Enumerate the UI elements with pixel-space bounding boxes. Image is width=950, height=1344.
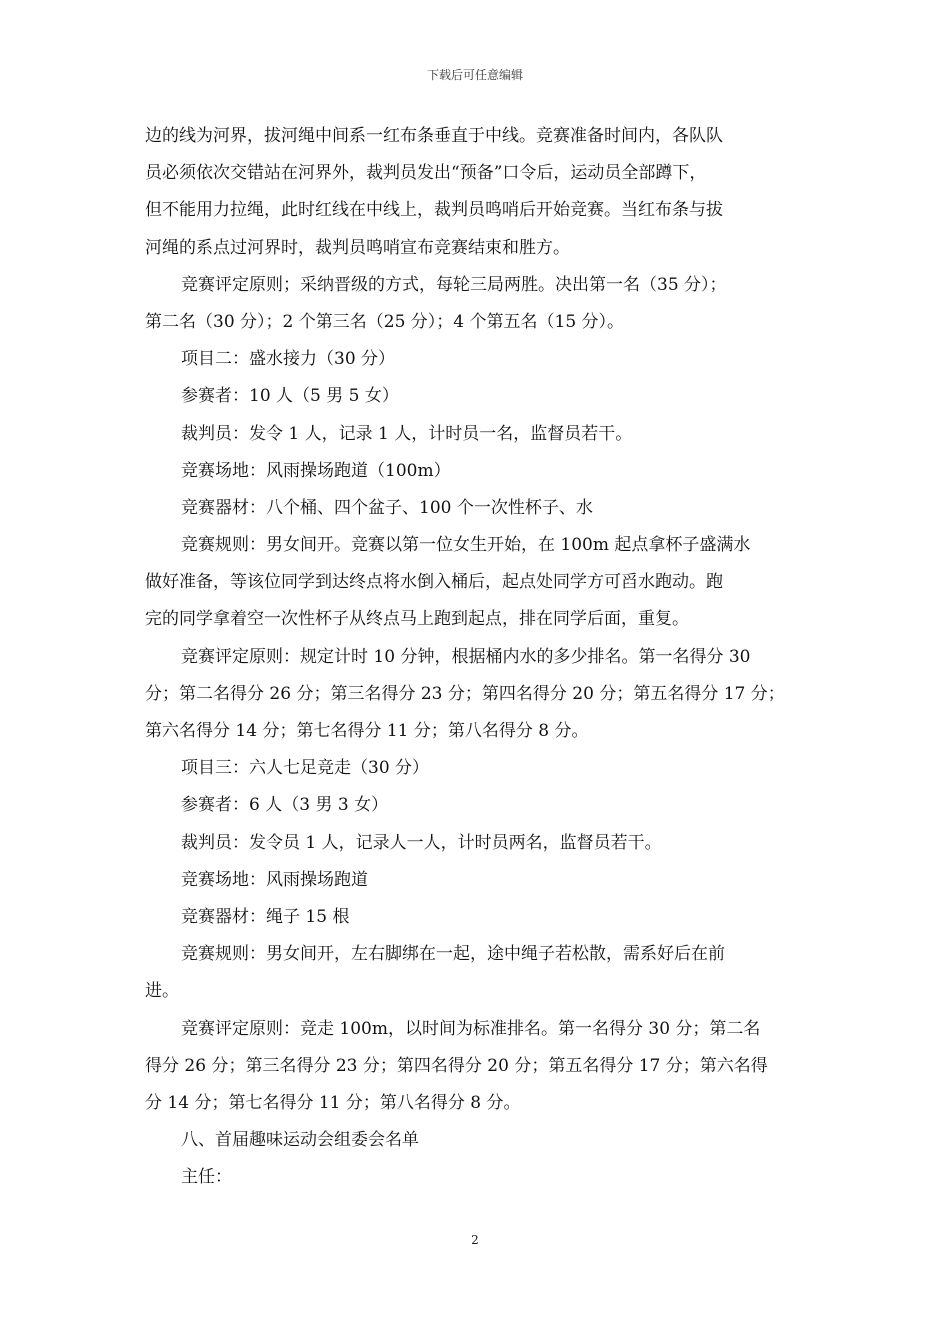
document-body	[145, 118, 815, 1196]
text-line: 主任：	[181, 1167, 232, 1188]
section-heading: 八、首届趣味运动会组委会名单	[181, 1130, 419, 1151]
page-number: 2	[471, 1233, 479, 1247]
section-heading: 项目三：六人七足竞走（30 分）	[181, 758, 430, 779]
text-line: 竞赛评定原则：规定计时 10 分钟，根据桶内水的多少排名。第一名得分 30	[181, 646, 751, 667]
text-line: 但不能用力拉绳，此时红线在中线上，裁判员鸣哨后开始竞赛。当红布条与拔	[145, 200, 723, 221]
text-line: 竞赛规则：男女间开。竞赛以第一位女生开始，在 100m 起点拿杯子盛满水	[181, 535, 751, 556]
text-line: 第二名（30 分）；2 个第三名（25 分）；4 个第五名（15 分）。	[145, 311, 625, 332]
text-line: 裁判员：发令 1 人，记录 1 人，计时员一名，监督员若干。	[181, 423, 633, 444]
text-line: 进。	[145, 981, 179, 1002]
text-line: 第六名得分 14 分；第七名得分 11 分；第八名得分 8 分。	[145, 721, 589, 741]
text-line: 分 14 分；第七名得分 11 分；第八名得分 8 分。	[145, 1092, 521, 1113]
text-line: 竞赛器材：八个桶、四个盆子、100 个一次性杯子、水	[181, 497, 593, 518]
text-line: 竞赛场地：风雨操场跑道	[181, 869, 368, 890]
text-line: 竞赛评定原则：竞走 100m，以时间为标准排名。第一名得分 30 分；第二名	[181, 1018, 761, 1039]
text-line: 参赛者：6 人（3 男 3 女）	[181, 795, 389, 816]
text-line: 竞赛器材：绳子 15 根	[181, 906, 350, 927]
text-line: 竞赛规则：男女间开，左右脚绑在一起，途中绳子若松散，需系好后在前	[181, 944, 725, 965]
text-line: 竞赛评定原则；采纳晋级的方式，每轮三局两胜。决出第一名（35 分）；	[181, 274, 727, 295]
text-line: 边的线为河界，拔河绳中间系一红布条垂直于中线。竞赛准备时间内，各队队	[145, 126, 723, 146]
text-line: 完的同学拿着空一次性杯子从终点马上跑到起点，排在同学后面，重复。	[145, 609, 689, 630]
text-line: 竞赛场地：风雨操场跑道（100m）	[181, 460, 451, 481]
section-heading: 项目二：盛水接力（30 分）	[181, 349, 396, 370]
text-line: 河绳的系点过河界时，裁判员鸣哨宣布竞赛结束和胜方。	[145, 237, 570, 258]
text-line: 分；第二名得分 26 分；第三名得分 23 分；第四名得分 20 分；第五名得分 17 分；	[145, 683, 785, 704]
page-header: 下载后可任意编辑	[426, 68, 523, 82]
text-line: 得分 26 分；第三名得分 23 分；第四名得分 20 分；第五名得分 17 分；第六名得	[145, 1055, 768, 1076]
text-line: 做好准备，等该位同学到达终点将水倒入桶后，起点处同学方可舀水跑动。跑	[145, 572, 723, 593]
text-line: 参赛者：10 人（5 男 5 女）	[181, 386, 399, 407]
text-line: 裁判员：发令员 1 人，记录人一人，计时员两名，监督员若干。	[181, 832, 662, 853]
text-line: 员必须依次交错站在河界外，裁判员发出“预备”口令后，运动员全部蹲下，	[145, 163, 707, 184]
